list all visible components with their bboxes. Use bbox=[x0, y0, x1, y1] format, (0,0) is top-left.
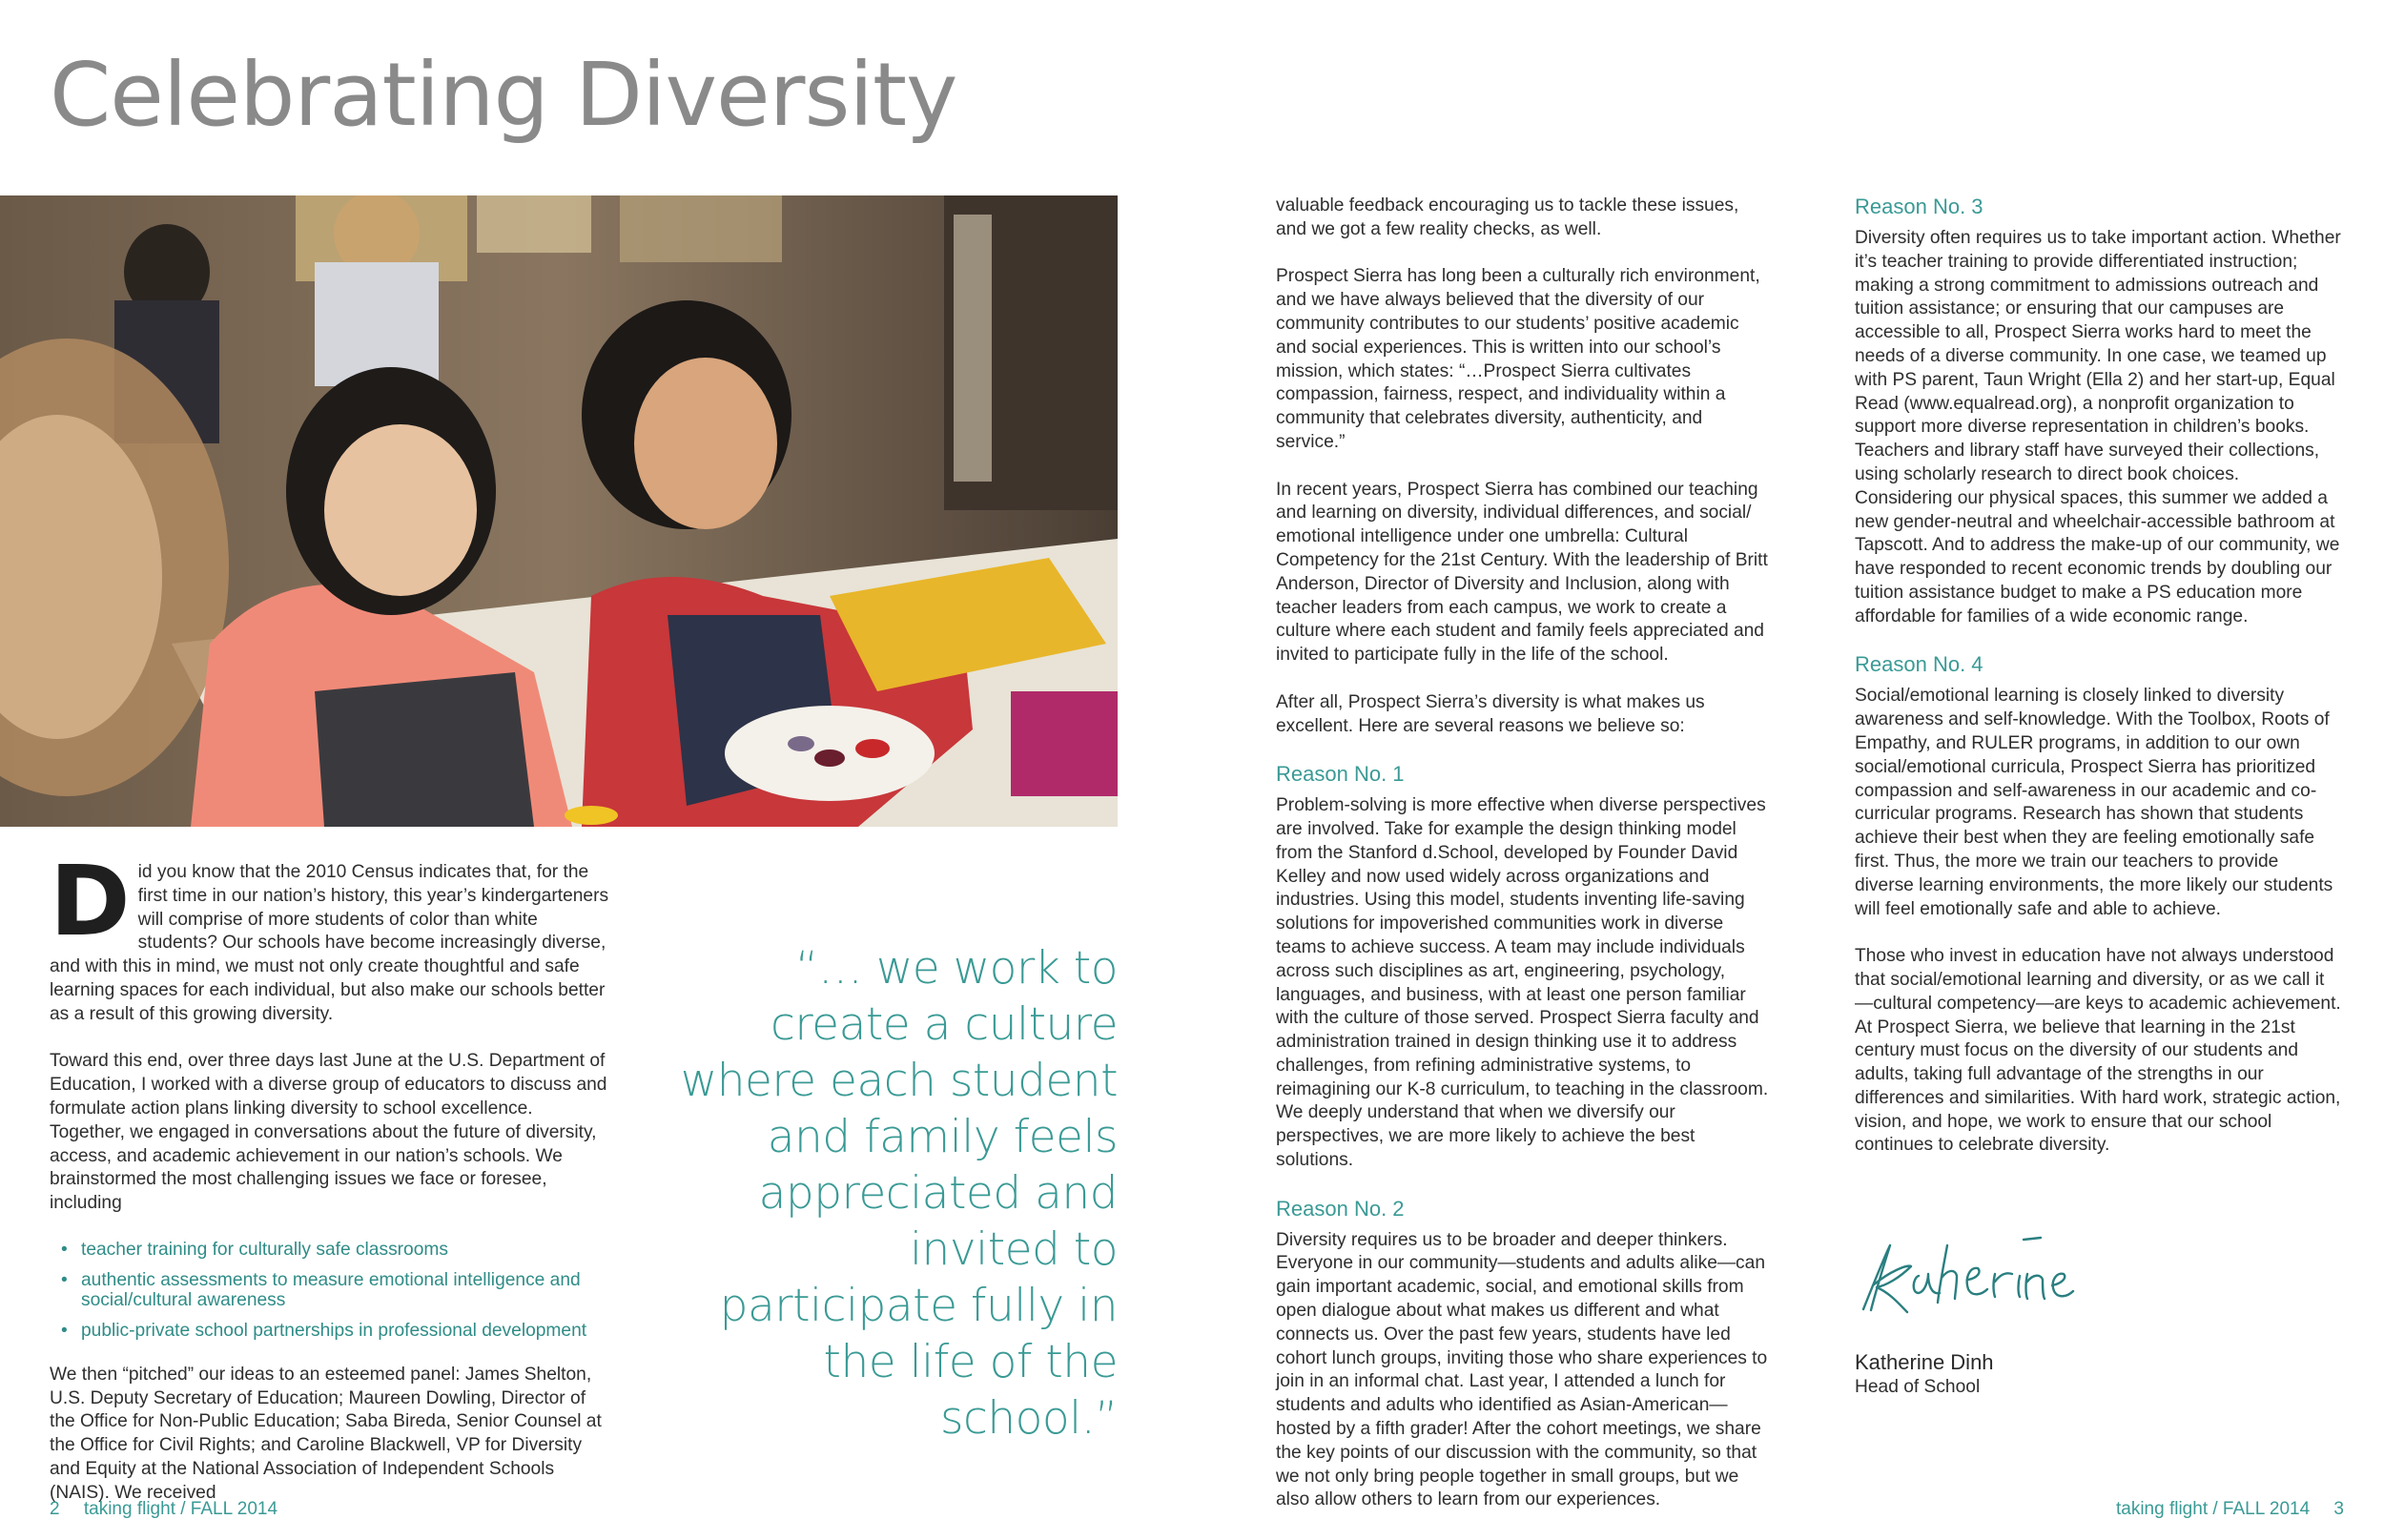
signature bbox=[1852, 1219, 2081, 1324]
left-column bbox=[50, 845, 612, 1529]
page-number: 3 bbox=[2333, 1499, 2344, 1519]
paragraph: We then “pitched” our ideas to an esteemed panel: James Shelton, U.S. Deputy Secretary of Education; Maureen Dowling, Director of the Office for Non-Public Education; Saba Bireda, Senior Counsel at the Office for Civil Rights; and Caroline Blackwell, VP for Diversity and Equity at the National Association of Independent Schools (NAIS). We received bbox=[50, 1364, 602, 1503]
paragraph: Problem-solving is more effective when diverse perspectives are involved. Take for example the design thinking model from the Stanford d.School, developed by Founder David Kelley and now used widely across organizations and industries. Using this model, students inventing life-saving solutions for impoverished communities work in diverse teams to achieve success. A team may include individuals across such disciplines as art, engineering, psychology, languages, and business, with at least one person familiar with the culture of those served. Prospect Sierra faculty and administration trained in design thinking use it to address challenges, from refining administrative systems, to reimagining our K-8 curriculum, to teaching in the classroom. We deeply understand that when we diversify our perspectives, we are more likely to achieve the best solutions. bbox=[1276, 795, 1769, 1171]
paragraph: valuable feedback encouraging us to tackle these issues, and we got a few reality checks, as well. bbox=[1276, 195, 1739, 239]
paragraph: Social/emotional learning is closely linked to diversity awareness and self-knowledge. With the Toolbox, Roots of Empathy, and RULER programs, in addition to our own social/emotional curricula, Prospect Sierra has prioritized compassion and self-awareness in our academic and co-curricular programs. Research has shown that students achieve their best when they are feeling emotionally safe first. Thus, the more we train our teachers to provide diverse learning environments, the more likely our students will feel emotionally safe and able to achieve. bbox=[1855, 686, 2333, 919]
middle-column bbox=[1276, 195, 1772, 1536]
paragraph: In recent years, Prospect Sierra has combined our teaching and learning on diversity, individual differences, and social/ emotional intelligence under one umbrella: Cultural Competency for the 21st Century. With the leadership of Britt Anderson, Director of Diversity and Inclusion, along with teacher leaders from each campus, we work to create a culture where each student and family feels appreciated and invited to participate fully in the life of the school. bbox=[1276, 479, 1768, 666]
footer-right bbox=[2116, 1499, 2344, 1520]
reason-heading: Reason No. 3 bbox=[1855, 195, 1983, 218]
list-item: • teacher training for culturally safe classrooms bbox=[50, 1240, 612, 1260]
intro-paragraph-wrap bbox=[50, 845, 612, 1027]
page-number: 2 bbox=[50, 1499, 60, 1519]
footer-left bbox=[50, 1499, 277, 1520]
publication-name: taking flight / FALL 2014 bbox=[83, 1499, 278, 1519]
pull-quote: “… we work to create a culture where each student and family feels appreciated and invited to participate fully in the life of the school.” bbox=[680, 942, 1118, 1445]
list-item: • authentic assessments to measure emotional intelligence and social/cultural awareness bbox=[50, 1270, 612, 1310]
list-item: • public-private school partnerships in professional development bbox=[50, 1321, 612, 1341]
paragraph: Those who invest in education have not always understood that social/emotional learning and diversity, or as we call it—cultural competency—are keys to academic achievement. At Prospect Sierra, we believe that learning in the 21st century must focus on the diversity of our students and adults, taking full advantage of the strengths in our differences and similarities. With hard work, strategic action, vision, and hope, we work to ensure that our school continues to celebrate diversity. bbox=[1855, 946, 2341, 1156]
classroom-photo bbox=[0, 195, 1118, 827]
paragraph: Diversity often requires us to take important action. Whether it’s teacher training to provide differentiated instruction; making a strong commitment to admissions outreach and tuition assistance; or ensuring that our campuses are accessible to all, Prospect Sierra works hard to meet the needs of a diverse community. In one case, we teamed up with PS parent, Taun Wright (Ella 2) and her start-up, Equal Read (www.equalread.org), a nonprofit organization to support more diverse representation in children’s books. Teachers and library staff have surveyed their collections, using scholarly research to direct book choices. Considering our physical spaces, this summer we added a new gender-neutral and wheelchair-accessible bathroom at Tapscott. And to address the make-up of our community, we have responded to recent economic trends by doubling our tuition assistance budget to make a PS education more affordable for families of a wide economic range. bbox=[1855, 228, 2341, 626]
paragraph: Diversity requires us to be broader and deeper thinkers. Everyone in our community—students and adults alike—can gain important academic, social, and emotional skills from open dialogue about what makes us different and what connects us. Over the past few years, students have led cohort lunch groups, inviting those who share experiences to join in an informal chat. Last year, I attended a lunch for students and adults who identified as Asian-American—hosted by a fifth grader! After the cohort meetings, we share the key points of our discussion with the community, so that we not only bring people together in small groups, but we also allow others to learn from our experiences. bbox=[1276, 1229, 1768, 1510]
paragraph: Toward this end, over three days last June at the U.S. Department of Education, I worked with a diverse group of educators to discuss and formulate action plans linking diversity to school excellence. Together, we engaged in conversations about the future of diversity, access, and academic achievement in our nation’s schools. We brainstormed the most challenging issues we face or foresee, including bbox=[50, 1051, 607, 1214]
paragraph: After all, Prospect Sierra’s diversity is what makes us excellent. Here are several reasons we believe so: bbox=[1276, 691, 1705, 736]
drop-cap: D bbox=[50, 845, 131, 958]
issues-list bbox=[50, 1240, 612, 1341]
publication-name: taking flight / FALL 2014 bbox=[2115, 1499, 2311, 1519]
page-title: Celebrating Diversity bbox=[50, 44, 957, 146]
reason-heading: Reason No. 1 bbox=[1276, 762, 1405, 787]
paragraph: Prospect Sierra has long been a culturally rich environment, and we have always believed that the diversity of our community contributes to our students’ positive academic and social experiences. This is written into our school’s mission, which states: “…Prospect Sierra cultivates compassion, fairness, respect, and individuality within a community that celebrates diversity, authenticity, and service.” bbox=[1276, 266, 1760, 452]
reason-heading: Reason No. 4 bbox=[1855, 652, 1983, 677]
signatory-title: Head of School bbox=[1855, 1377, 1981, 1397]
signatory-name: Katherine Dinh bbox=[1855, 1350, 1994, 1374]
photo-illustration bbox=[0, 195, 1118, 827]
right-column bbox=[1855, 195, 2341, 1181]
intro-paragraph: id you know that the 2010 Census indicates that, for the first time in our nation’s history, this year’s kindergarteners will comprise of more students of color than white students? Our schools have become increasingly diverse, and with this in mind, we must not only create thoughtful and safe learning spaces for each individual, but also make our schools better as a result of this growing diversity. bbox=[50, 862, 609, 1024]
reason-heading: Reason No. 2 bbox=[1276, 1196, 1405, 1221]
